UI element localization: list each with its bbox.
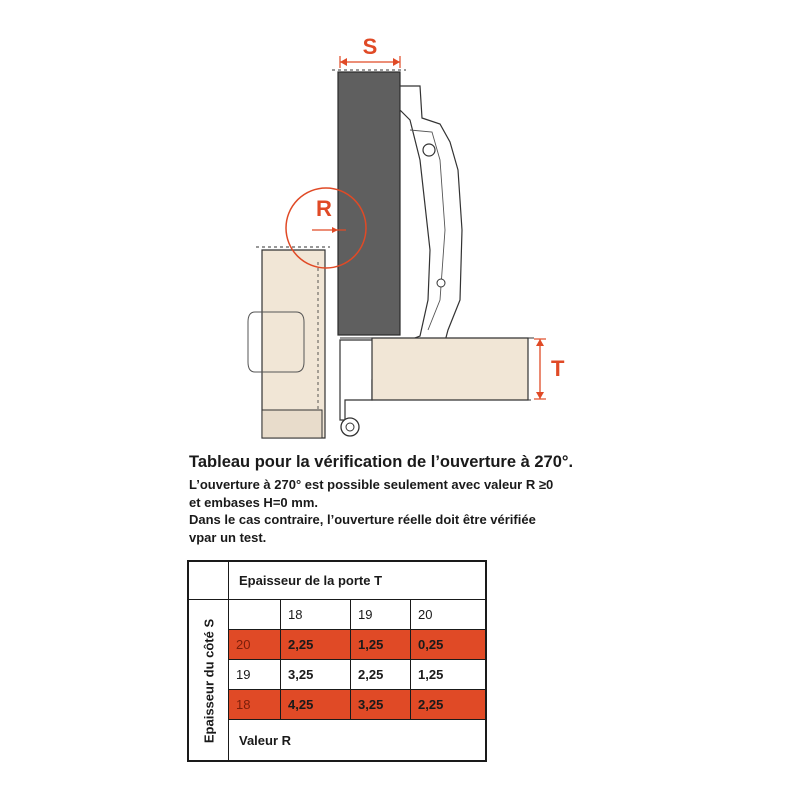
r-value-cell: 2,25 — [351, 660, 411, 689]
t-arrow-top-head — [536, 339, 544, 346]
s-label: S — [362, 34, 378, 59]
t-label: T — [551, 356, 565, 381]
side-thickness-header-cell — [189, 600, 229, 762]
column-header: 18 — [281, 600, 351, 629]
caption-line-4: vpar un test. — [189, 529, 267, 545]
table-header-row — [229, 600, 485, 630]
s-arrow-right-head — [393, 58, 400, 66]
table-empty-cell — [229, 600, 281, 629]
r-value-cell: 3,25 — [281, 660, 351, 689]
r-value-table — [187, 560, 487, 762]
front-panel — [372, 338, 528, 400]
r-value-cell: 2,25 — [281, 630, 351, 659]
column-header: 20 — [418, 607, 433, 622]
r-value-cell: 3,25 — [351, 690, 411, 719]
table-row — [229, 690, 485, 720]
table-corner-cell — [189, 562, 229, 600]
r-value-footer: Valeur R — [239, 733, 292, 748]
s-arrow-left-head — [340, 58, 347, 66]
column-header: 19 — [351, 600, 411, 629]
door-panel — [338, 72, 400, 335]
hinge-base-plate — [262, 410, 322, 438]
table-grid — [229, 600, 485, 720]
hinge-arm — [400, 86, 462, 362]
table-row — [229, 630, 485, 660]
t-arrow-bottom-head — [536, 392, 544, 399]
r-value-cell: 0,25 — [418, 637, 444, 652]
door-thickness-header: Epaisseur de la porte T — [229, 562, 485, 600]
caption-line-2: et embases H=0 mm. — [189, 494, 318, 510]
caption-line-1: L’ouverture à 270° est possible seulement avec valeur R ≥0 — [189, 477, 554, 492]
caption-title: Tableau pour la vérification de l’ouverture à 270°. — [189, 453, 574, 471]
hinge-pivot-middle — [437, 279, 445, 287]
r-arrow-head — [332, 227, 338, 233]
table-row — [229, 660, 485, 690]
caption — [189, 452, 629, 546]
hinge-knuckle-center — [346, 423, 354, 431]
r-value-cell: 1,25 — [418, 667, 444, 682]
row-header: 20 — [229, 630, 281, 659]
r-value-cell: 4,25 — [281, 690, 351, 719]
hinge-pivot-top — [423, 144, 435, 156]
r-label: R — [316, 196, 332, 221]
row-header: 19 — [229, 660, 281, 689]
side-thickness-header: Epaisseur du côté S — [201, 618, 217, 744]
r-value-cell: 2,25 — [418, 697, 444, 712]
caption-line-3: Dans le cas contraire, l’ouverture réelle doit être vérifiée — [189, 512, 536, 527]
row-header: 18 — [229, 690, 281, 719]
r-value-cell: 1,25 — [351, 630, 411, 659]
